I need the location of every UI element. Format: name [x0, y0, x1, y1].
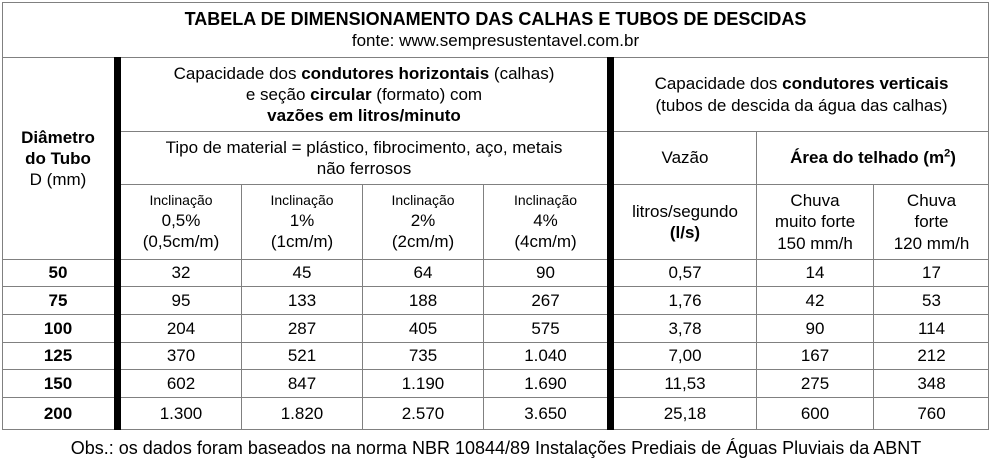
gutter-flow-cell: 287 [287, 318, 317, 338]
diameter-header-line: Diâmetro [21, 127, 95, 147]
horizontal-header-line2: e seção circular (formato) com [245, 84, 483, 104]
flow-header: Vazão [661, 148, 709, 168]
roof-area-cell: 14 [805, 263, 825, 283]
slope-percent: 2% [410, 210, 436, 230]
diameter-header-line: do Tubo [25, 148, 91, 168]
rain-line: forte [914, 212, 949, 232]
roof-area-cell: 90 [805, 318, 825, 338]
roof-area-cell: 17 [922, 263, 941, 283]
downpipe-flow-cell: 25,18 [663, 404, 707, 424]
horizontal-header-line1: Capacidade dos condutores horizontais (calhas) [173, 63, 555, 83]
diameter-cell: 50 [48, 263, 68, 283]
slope-label: Inclinação [513, 192, 578, 208]
gutter-flow-cell: 521 [287, 346, 317, 366]
diameter-cell: 200 [43, 404, 73, 424]
gutter-flow-cell: 188 [408, 290, 438, 310]
gutter-flow-cell: 1.040 [524, 346, 567, 366]
downpipe-flow-cell: 11,53 [664, 373, 706, 393]
rain-line: muito forte [774, 212, 856, 232]
slope-header [242, 185, 362, 259]
roof-area-cell: 53 [922, 290, 941, 310]
gutter-flow-cell: 64 [413, 263, 433, 283]
slope-unit: (4cm/m) [514, 231, 577, 251]
thick-separator [607, 57, 614, 430]
gutter-flow-cell: 2.570 [401, 404, 445, 424]
flow-unit-line: litros/segundo [632, 201, 738, 221]
gutter-flow-cell: 95 [171, 290, 191, 310]
gutter-flow-cell: 133 [287, 290, 317, 310]
vertical-capacity-header [614, 58, 989, 131]
table-title: TABELA DE DIMENSIONAMENTO DAS CALHAS E TUBOS DE DESCIDAS [184, 8, 807, 29]
slope-unit: (0,5cm/m) [142, 231, 220, 251]
roof-area-cell: 348 [917, 373, 946, 393]
slope-percent: 1% [289, 210, 315, 230]
horizontal-capacity-header [121, 58, 607, 131]
roof-area-header: Área do telhado $(m^2)$ [790, 147, 956, 168]
flow-unit-symbol: (l/s) [669, 223, 701, 242]
diameter-cell: 150 [43, 373, 73, 393]
gutter-flow-cell: 847 [287, 373, 317, 393]
diameter-header [2, 58, 114, 259]
slope-header [363, 185, 483, 259]
vertical-header-line1: Capacidade dos condutores verticais [654, 74, 949, 94]
roof-area-cell: 760 [917, 404, 946, 424]
rain-header [757, 185, 873, 259]
flow-unit-header [614, 185, 756, 259]
roof-area-cell: 275 [800, 373, 830, 393]
gutter-flow-cell: 3.650 [524, 404, 567, 424]
rain-line: Chuva [906, 191, 957, 211]
gutter-flow-cell: 735 [408, 346, 438, 366]
gutter-flow-cell: 204 [166, 318, 196, 338]
rain-header [874, 185, 989, 259]
source-text: fonte: www.sempresustentavel.com.br [351, 31, 640, 51]
slope-unit: (1cm/m) [270, 231, 334, 251]
roof-area-cell: 114 [917, 318, 946, 338]
slope-header [484, 185, 607, 259]
downpipe-flow-cell: 7,00 [668, 346, 702, 366]
title-block [2, 2, 989, 57]
material-line: não ferrosos [316, 159, 412, 178]
diameter-header-unit: D (mm) [29, 170, 87, 190]
gutter-flow-cell: 575 [531, 318, 560, 338]
roof-area-cell: 600 [800, 404, 830, 424]
gutter-flow-cell: 602 [166, 373, 196, 393]
roof-area-cell: 167 [800, 346, 830, 366]
gutter-flow-cell: 45 [292, 263, 312, 283]
gutter-flow-cell: 1.190 [401, 373, 445, 393]
material-type-header [121, 132, 607, 184]
footer-note: Obs.: os dados foram baseados na norma NBR 10844/89 Instalações Prediais de Águas Pluviais da ABNT [70, 437, 922, 458]
downpipe-flow-cell: 3,78 [668, 318, 702, 338]
roof-area-cell: 42 [805, 290, 825, 310]
slope-label: Inclinação [149, 192, 213, 208]
slope-label: Inclinação [270, 192, 334, 208]
slope-label: Inclinação [391, 192, 455, 208]
diameter-cell: 75 [48, 290, 68, 310]
slope-unit: (2cm/m) [391, 231, 455, 251]
thick-separator [114, 57, 121, 430]
rain-line: 150 mm/h [777, 233, 853, 253]
slope-percent: 4% [533, 210, 558, 230]
material-line: Tipo de material = plástico, fibrocimento, aço, metais [165, 137, 563, 157]
gutter-flow-cell: 1.820 [280, 404, 324, 424]
slope-header [121, 185, 241, 259]
diameter-cell: 100 [43, 318, 73, 338]
vertical-header-line2: (tubos de descida da água das calhas) [655, 95, 948, 115]
gutter-flow-cell: 32 [171, 263, 191, 283]
roof-area-cell: 212 [917, 346, 946, 366]
diameter-cell: 125 [43, 346, 73, 366]
horizontal-header-line3: vazões em litros/minuto [267, 106, 461, 126]
gutter-flow-cell: 370 [166, 346, 196, 366]
rain-line: Chuva [790, 191, 840, 211]
downpipe-flow-cell: 1,76 [668, 290, 702, 310]
downpipe-flow-cell: 0,57 [668, 263, 702, 283]
gutter-flow-cell: 267 [531, 290, 560, 310]
gutter-flow-cell: 1.300 [159, 404, 203, 424]
gutter-flow-cell: 1.690 [524, 373, 567, 393]
slope-percent: 0,5% [161, 210, 201, 230]
rain-line: 120 mm/h [893, 233, 970, 253]
gutter-flow-cell: 405 [408, 318, 438, 338]
gutter-flow-cell: 90 [536, 263, 555, 283]
